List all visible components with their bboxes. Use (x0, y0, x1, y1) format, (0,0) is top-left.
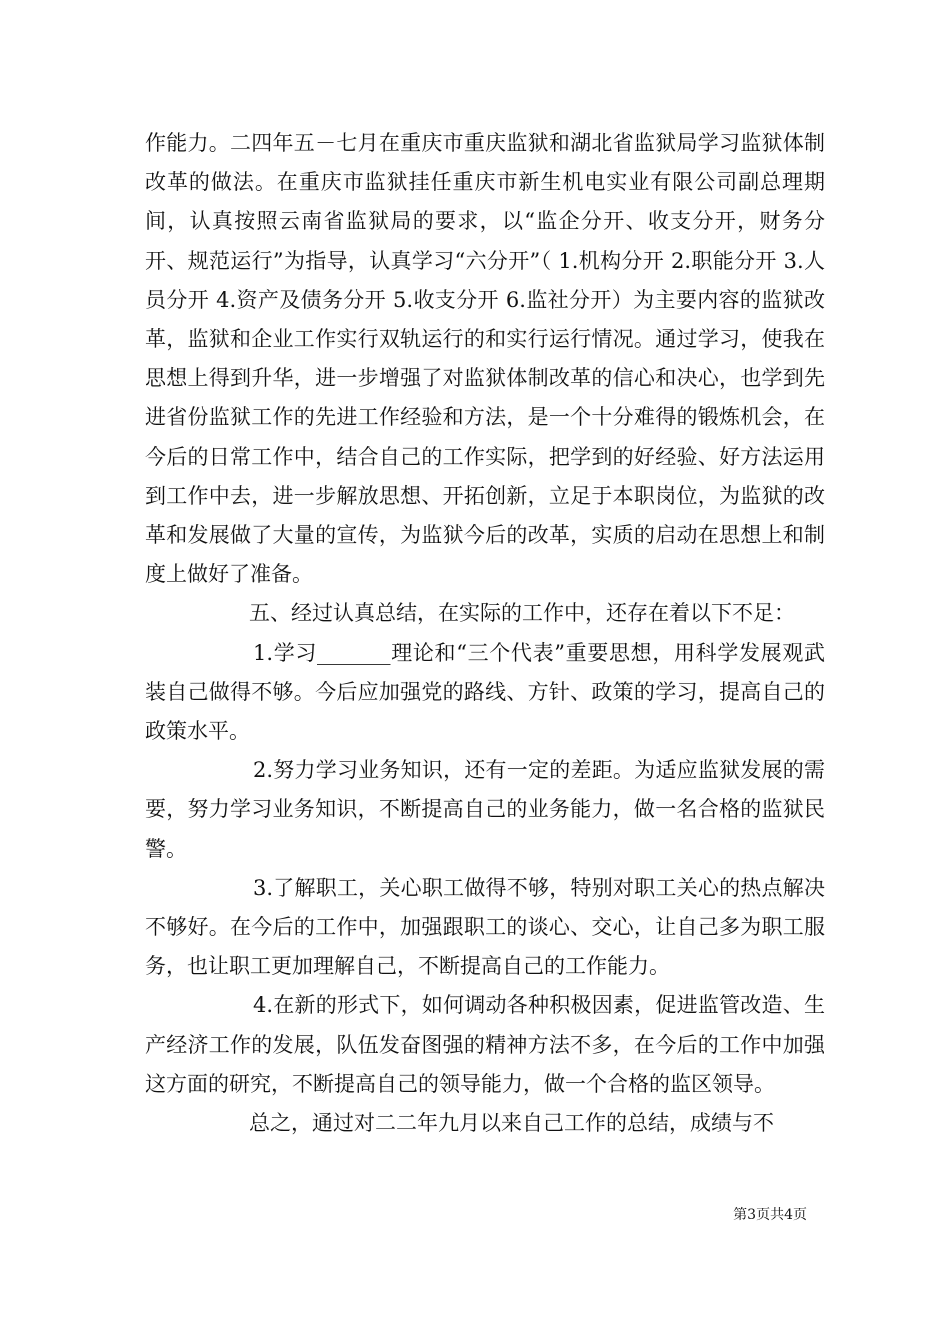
paragraph-item-2: 2.努力学习业务知识，还有一定的差距。为适应监狱发展的需要，努力学习业务知识，不断提高自己的业务能力，做一名合格的监狱民警。 (145, 758, 825, 861)
paragraph-continuation: 作能力。二四年五－七月在重庆市重庆监狱和湖北省监狱局学习监狱体制改革的做法。在重庆市监狱挂任重庆市新生机电实业有限公司副总理期间，认真按照云南省监狱局的要求，以“监企分开、收支分开，财务分开、规范运行”为指导，认真学习“六分开”（ 1.机构分开 2.职能分开 3.人员分开 4.资产及债务分开 5.收支分开 6.监社分开）为主要内容的监狱改革，监狱和企业工作实行双轨运行的和实行运行情况。通过学习，使我在思想上得到升华，进一步增强了对监狱体制改革的信心和决心，也学到先进省份监狱工作的先进工作经验和方法，是一个十分难得的锻炼机会，在今后的日常工作中，结合自己的工作实际，把学到的好经验、好方法运用到工作中去，进一步解放思想、开拓创新，立足于本职岗位，为监狱的改革和发展做了大量的宣传，为监狱今后的改革，实质的启动在思想上和制度上做好了准备。 (145, 131, 825, 587)
paragraph-section-five-heading: 五、经过认真总结，在实际的工作中，还存在着以下不足： (249, 601, 795, 626)
paragraph-item-3: 3.了解职工，关心职工做得不够，特别对职工关心的热点解决不够好。在今后的工作中，加强跟职工的谈心、交心，让自己多为职工服务，也让职工更加理解自己，不断提高自己的工作能力。 (145, 875, 825, 979)
paragraph-item-1: 1.学习_______理论和“三个代表”重要思想，用科学发展观武装自己做得不够。今后应加强党的路线、方针、政策的学习，提高自己的政策水平。 (145, 640, 825, 744)
paragraph-item-4: 4.在新的形式下，如何调动各种积极因素，促进监管改造、生产经济工作的发展，队伍发奋图强的精神方法不多，在今后的工作中加强这方面的研究，不断提高自己的领导能力，做一个合格的监区领导。 (145, 993, 825, 1096)
paragraph-summary: 总之，通过对二二年九月以来自己工作的总结，成绩与不 (249, 1111, 774, 1136)
document-body (145, 124, 825, 1143)
page-number-footer: 第3页共4页 (733, 1207, 807, 1223)
